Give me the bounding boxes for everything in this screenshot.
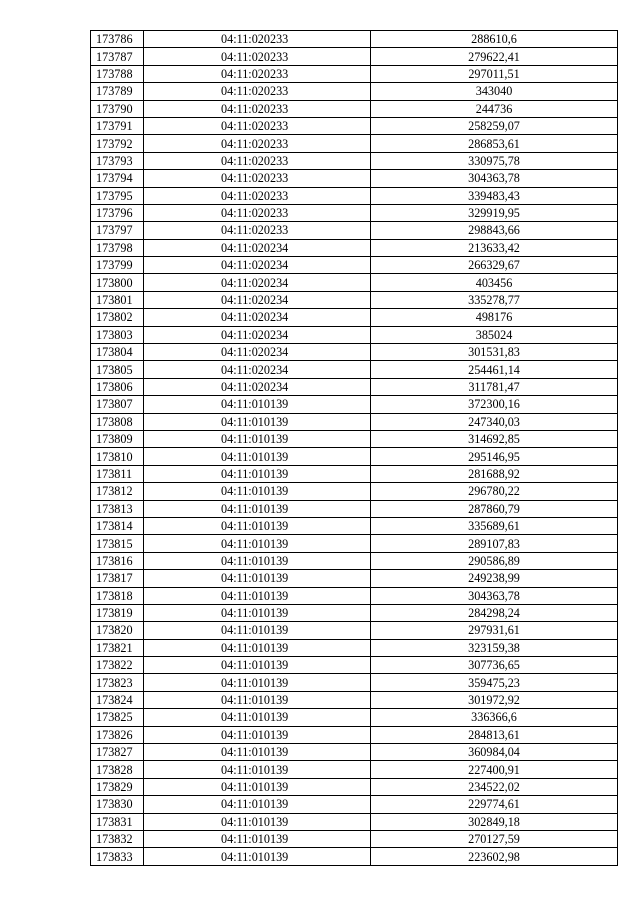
row-id-cell: 173818 xyxy=(91,587,144,604)
amount-cell: 498176 xyxy=(371,309,618,326)
amount-cell: 297931,61 xyxy=(371,622,618,639)
row-id-cell: 173802 xyxy=(91,309,144,326)
row-id-cell: 173806 xyxy=(91,378,144,395)
table-row xyxy=(91,848,618,865)
cadastral-code-cell: 04:11:020233 xyxy=(144,222,371,239)
cadastral-code-cell: 04:11:020233 xyxy=(144,117,371,134)
row-id-cell: 173808 xyxy=(91,413,144,430)
cadastral-code-cell: 04:11:020234 xyxy=(144,257,371,274)
amount-cell: 258259,07 xyxy=(371,117,618,134)
amount-cell: 234522,02 xyxy=(371,778,618,795)
cadastral-code-cell: 04:11:010139 xyxy=(144,744,371,761)
row-id-cell: 173786 xyxy=(91,31,144,48)
table-row xyxy=(91,309,618,326)
row-id-cell: 173813 xyxy=(91,500,144,517)
table-row xyxy=(91,709,618,726)
amount-cell: 304363,78 xyxy=(371,587,618,604)
cadastral-code-cell: 04:11:020234 xyxy=(144,361,371,378)
row-id-cell: 173814 xyxy=(91,517,144,534)
row-id-cell: 173790 xyxy=(91,100,144,117)
cadastral-code-cell: 04:11:020233 xyxy=(144,48,371,65)
amount-cell: 270127,59 xyxy=(371,830,618,847)
cadastral-code-cell: 04:11:010139 xyxy=(144,778,371,795)
table-row xyxy=(91,657,618,674)
table-row xyxy=(91,570,618,587)
amount-cell: 295146,95 xyxy=(371,448,618,465)
table-row xyxy=(91,274,618,291)
amount-cell: 335689,61 xyxy=(371,517,618,534)
table-row xyxy=(91,639,618,656)
amount-cell: 284813,61 xyxy=(371,726,618,743)
row-id-cell: 173833 xyxy=(91,848,144,865)
cadastral-code-cell: 04:11:010139 xyxy=(144,813,371,830)
cadastral-code-cell: 04:11:020234 xyxy=(144,291,371,308)
cadastral-code-cell: 04:11:010139 xyxy=(144,848,371,865)
row-id-cell: 173809 xyxy=(91,430,144,447)
table-row xyxy=(91,117,618,134)
amount-cell: 311781,47 xyxy=(371,378,618,395)
table-row xyxy=(91,65,618,82)
row-id-cell: 173811 xyxy=(91,465,144,482)
cadastral-code-cell: 04:11:020233 xyxy=(144,187,371,204)
row-id-cell: 173815 xyxy=(91,535,144,552)
table-row xyxy=(91,691,618,708)
amount-cell: 287860,79 xyxy=(371,500,618,517)
row-id-cell: 173828 xyxy=(91,761,144,778)
table-row xyxy=(91,430,618,447)
row-id-cell: 173801 xyxy=(91,291,144,308)
row-id-cell: 173824 xyxy=(91,691,144,708)
table-row xyxy=(91,204,618,221)
cadastral-code-cell: 04:11:010139 xyxy=(144,657,371,674)
row-id-cell: 173797 xyxy=(91,222,144,239)
amount-cell: 314692,85 xyxy=(371,430,618,447)
cadastral-code-cell: 04:11:010139 xyxy=(144,465,371,482)
row-id-cell: 173803 xyxy=(91,326,144,343)
amount-cell: 284298,24 xyxy=(371,604,618,621)
table-row xyxy=(91,48,618,65)
amount-cell: 289107,83 xyxy=(371,535,618,552)
row-id-cell: 173819 xyxy=(91,604,144,621)
table-row xyxy=(91,222,618,239)
row-id-cell: 173817 xyxy=(91,570,144,587)
cadastral-code-cell: 04:11:020233 xyxy=(144,170,371,187)
table-row xyxy=(91,239,618,256)
table-row xyxy=(91,778,618,795)
cadastral-code-cell: 04:11:010139 xyxy=(144,396,371,413)
row-id-cell: 173800 xyxy=(91,274,144,291)
table-row xyxy=(91,448,618,465)
row-id-cell: 173827 xyxy=(91,744,144,761)
table-row xyxy=(91,135,618,152)
amount-cell: 302849,18 xyxy=(371,813,618,830)
amount-cell: 296780,22 xyxy=(371,483,618,500)
row-id-cell: 173812 xyxy=(91,483,144,500)
table-row xyxy=(91,170,618,187)
row-id-cell: 173788 xyxy=(91,65,144,82)
row-id-cell: 173807 xyxy=(91,396,144,413)
cadastral-code-cell: 04:11:010139 xyxy=(144,709,371,726)
amount-cell: 286853,61 xyxy=(371,135,618,152)
amount-cell: 279622,41 xyxy=(371,48,618,65)
cadastral-code-cell: 04:11:020233 xyxy=(144,65,371,82)
cadastral-code-cell: 04:11:020234 xyxy=(144,378,371,395)
table-row xyxy=(91,761,618,778)
cadastral-code-cell: 04:11:020233 xyxy=(144,31,371,48)
amount-cell: 297011,51 xyxy=(371,65,618,82)
row-id-cell: 173796 xyxy=(91,204,144,221)
amount-cell: 343040 xyxy=(371,83,618,100)
amount-cell: 301531,83 xyxy=(371,344,618,361)
row-id-cell: 173820 xyxy=(91,622,144,639)
table-row xyxy=(91,744,618,761)
amount-cell: 301972,92 xyxy=(371,691,618,708)
row-id-cell: 173825 xyxy=(91,709,144,726)
amount-cell: 372300,16 xyxy=(371,396,618,413)
table-row xyxy=(91,187,618,204)
row-id-cell: 173795 xyxy=(91,187,144,204)
cadastral-code-cell: 04:11:020234 xyxy=(144,274,371,291)
row-id-cell: 173816 xyxy=(91,552,144,569)
amount-cell: 298843,66 xyxy=(371,222,618,239)
amount-cell: 266329,67 xyxy=(371,257,618,274)
table-row xyxy=(91,257,618,274)
cadastral-code-cell: 04:11:010139 xyxy=(144,726,371,743)
table-row xyxy=(91,465,618,482)
table-row xyxy=(91,500,618,517)
table-row xyxy=(91,830,618,847)
cadastral-code-cell: 04:11:010139 xyxy=(144,517,371,534)
data-table xyxy=(90,30,618,866)
cadastral-code-cell: 04:11:020233 xyxy=(144,204,371,221)
cadastral-code-cell: 04:11:010139 xyxy=(144,796,371,813)
cadastral-code-cell: 04:11:010139 xyxy=(144,622,371,639)
cadastral-code-cell: 04:11:020233 xyxy=(144,135,371,152)
amount-cell: 281688,92 xyxy=(371,465,618,482)
row-id-cell: 173794 xyxy=(91,170,144,187)
row-id-cell: 173798 xyxy=(91,239,144,256)
row-id-cell: 173830 xyxy=(91,796,144,813)
table-row xyxy=(91,344,618,361)
row-id-cell: 173793 xyxy=(91,152,144,169)
table-row xyxy=(91,361,618,378)
amount-cell: 249238,99 xyxy=(371,570,618,587)
amount-cell: 304363,78 xyxy=(371,170,618,187)
table-row xyxy=(91,396,618,413)
amount-cell: 385024 xyxy=(371,326,618,343)
cadastral-code-cell: 04:11:020234 xyxy=(144,309,371,326)
amount-cell: 329919,95 xyxy=(371,204,618,221)
table-row xyxy=(91,674,618,691)
cadastral-code-cell: 04:11:010139 xyxy=(144,570,371,587)
table-row xyxy=(91,483,618,500)
amount-cell: 339483,43 xyxy=(371,187,618,204)
cadastral-code-cell: 04:11:020233 xyxy=(144,100,371,117)
row-id-cell: 173831 xyxy=(91,813,144,830)
table-row xyxy=(91,535,618,552)
table-body xyxy=(91,31,618,866)
cadastral-code-cell: 04:11:020234 xyxy=(144,326,371,343)
cadastral-code-cell: 04:11:010139 xyxy=(144,761,371,778)
amount-cell: 330975,78 xyxy=(371,152,618,169)
amount-cell: 227400,91 xyxy=(371,761,618,778)
row-id-cell: 173787 xyxy=(91,48,144,65)
amount-cell: 229774,61 xyxy=(371,796,618,813)
cadastral-code-cell: 04:11:010139 xyxy=(144,674,371,691)
cadastral-code-cell: 04:11:010139 xyxy=(144,500,371,517)
amount-cell: 290586,89 xyxy=(371,552,618,569)
cadastral-code-cell: 04:11:010139 xyxy=(144,535,371,552)
cadastral-code-cell: 04:11:020234 xyxy=(144,344,371,361)
table-row xyxy=(91,552,618,569)
row-id-cell: 173791 xyxy=(91,117,144,134)
row-id-cell: 173792 xyxy=(91,135,144,152)
cadastral-code-cell: 04:11:010139 xyxy=(144,483,371,500)
amount-cell: 223602,98 xyxy=(371,848,618,865)
table-row xyxy=(91,517,618,534)
amount-cell: 254461,14 xyxy=(371,361,618,378)
table-row xyxy=(91,326,618,343)
row-id-cell: 173799 xyxy=(91,257,144,274)
cadastral-code-cell: 04:11:010139 xyxy=(144,448,371,465)
table-row xyxy=(91,31,618,48)
table-row xyxy=(91,604,618,621)
amount-cell: 335278,77 xyxy=(371,291,618,308)
amount-cell: 323159,38 xyxy=(371,639,618,656)
table-row xyxy=(91,587,618,604)
amount-cell: 403456 xyxy=(371,274,618,291)
table-row xyxy=(91,152,618,169)
cadastral-code-cell: 04:11:010139 xyxy=(144,691,371,708)
cadastral-code-cell: 04:11:010139 xyxy=(144,830,371,847)
table-row xyxy=(91,796,618,813)
row-id-cell: 173821 xyxy=(91,639,144,656)
table-row xyxy=(91,813,618,830)
table-row xyxy=(91,378,618,395)
amount-cell: 247340,03 xyxy=(371,413,618,430)
row-id-cell: 173832 xyxy=(91,830,144,847)
table-row xyxy=(91,622,618,639)
row-id-cell: 173789 xyxy=(91,83,144,100)
table-row xyxy=(91,100,618,117)
cadastral-code-cell: 04:11:010139 xyxy=(144,413,371,430)
table-row xyxy=(91,726,618,743)
cadastral-code-cell: 04:11:010139 xyxy=(144,430,371,447)
amount-cell: 336366,6 xyxy=(371,709,618,726)
amount-cell: 213633,42 xyxy=(371,239,618,256)
table-row xyxy=(91,413,618,430)
cadastral-code-cell: 04:11:010139 xyxy=(144,639,371,656)
cadastral-code-cell: 04:11:010139 xyxy=(144,604,371,621)
row-id-cell: 173810 xyxy=(91,448,144,465)
table-row xyxy=(91,83,618,100)
row-id-cell: 173823 xyxy=(91,674,144,691)
row-id-cell: 173829 xyxy=(91,778,144,795)
cadastral-code-cell: 04:11:010139 xyxy=(144,552,371,569)
row-id-cell: 173805 xyxy=(91,361,144,378)
amount-cell: 307736,65 xyxy=(371,657,618,674)
cadastral-code-cell: 04:11:020233 xyxy=(144,83,371,100)
cadastral-code-cell: 04:11:010139 xyxy=(144,587,371,604)
cadastral-code-cell: 04:11:020233 xyxy=(144,152,371,169)
row-id-cell: 173822 xyxy=(91,657,144,674)
cadastral-code-cell: 04:11:020234 xyxy=(144,239,371,256)
amount-cell: 244736 xyxy=(371,100,618,117)
row-id-cell: 173804 xyxy=(91,344,144,361)
amount-cell: 288610,6 xyxy=(371,31,618,48)
amount-cell: 360984,04 xyxy=(371,744,618,761)
table-row xyxy=(91,291,618,308)
row-id-cell: 173826 xyxy=(91,726,144,743)
amount-cell: 359475,23 xyxy=(371,674,618,691)
